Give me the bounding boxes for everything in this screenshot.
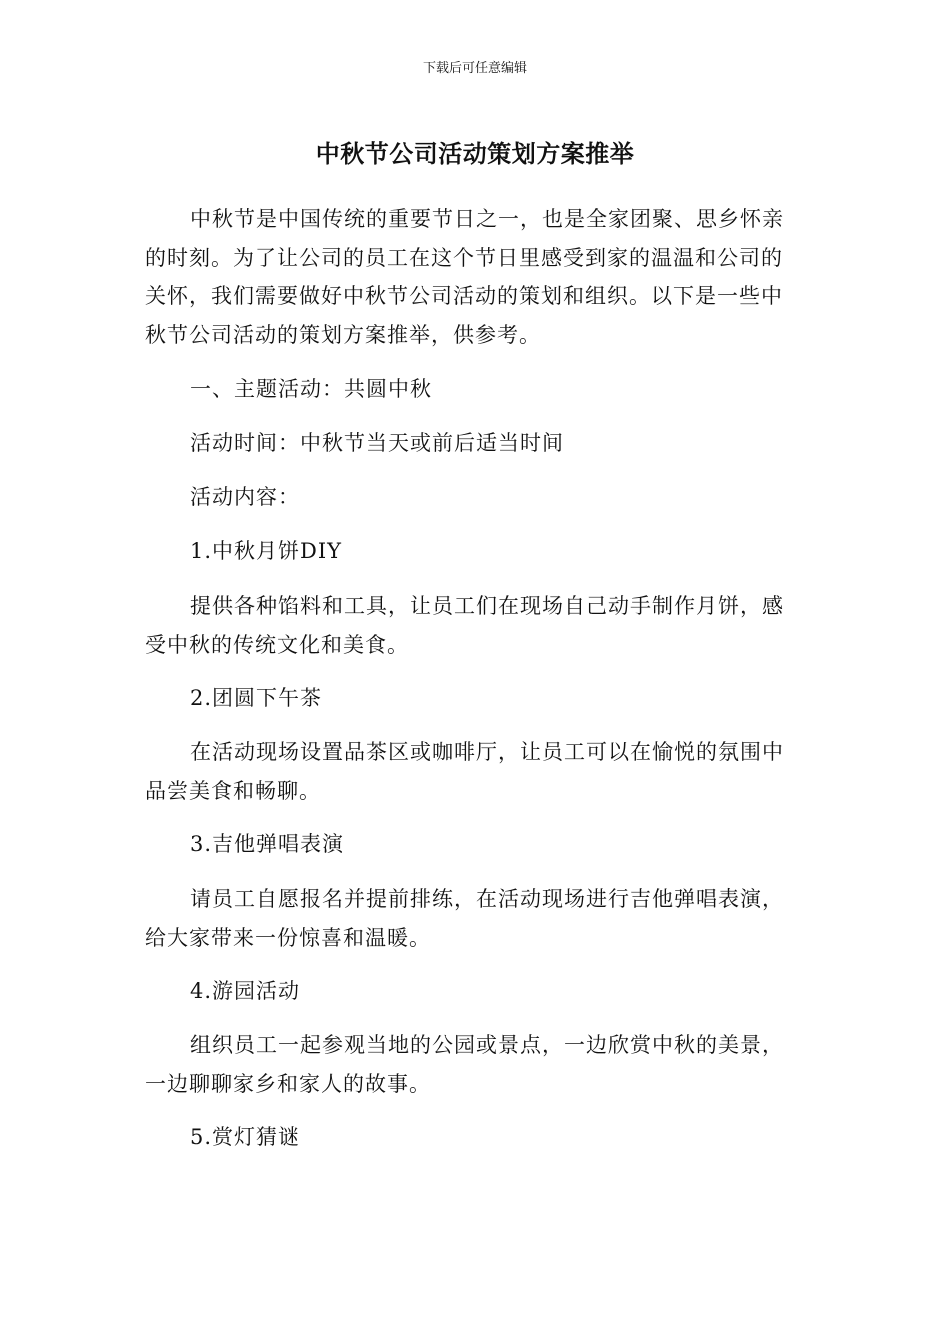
item-4-title: 4.游园活动	[190, 979, 301, 1003]
item-1-desc: 提供各种馅料和工具，让员工们在现场自己动手制作月饼，感受中秋的传统文化和美食。	[145, 594, 784, 657]
item-2-desc: 在活动现场设置品茶区或咖啡厅，让员工可以在愉悦的氛围中品尝美食和畅聊。	[145, 740, 784, 803]
document-title: 中秋节公司活动策划方案推举	[315, 140, 635, 168]
item-4-desc: 组织员工一起参观当地的公园或景点，一边欣赏中秋的美景，一边聊聊家乡和家人的故事。	[145, 1033, 784, 1096]
activity-time: 活动时间：中秋节当天或前后适当时间	[190, 431, 564, 455]
activity-content-label: 活动内容：	[190, 485, 300, 509]
item-5-title: 5.赏灯猜谜	[190, 1125, 301, 1149]
intro-paragraph: 中秋节是中国传统的重要节日之一，也是全家团聚、思乡怀亲的时刻。为了让公司的员工在这个节日里感受到家的温温和公司的关怀，我们需要做好中秋节公司活动的策划和组织。以下是一些中秋节公司活动的策划方案推举，供参考。	[145, 207, 784, 347]
item-1-title: 1.中秋月饼DIY	[190, 539, 343, 563]
item-2-title: 2.团圆下午茶	[190, 686, 323, 710]
section-heading: 一、主题活动：共圆中秋	[190, 377, 432, 401]
page-header: 下载后可任意编辑	[422, 61, 527, 76]
item-3-desc: 请员工自愿报名并提前排练，在活动现场进行吉他弹唱表演，给大家带来一份惊喜和温暖。	[145, 887, 784, 950]
item-3-title: 3.吉他弹唱表演	[190, 832, 345, 856]
